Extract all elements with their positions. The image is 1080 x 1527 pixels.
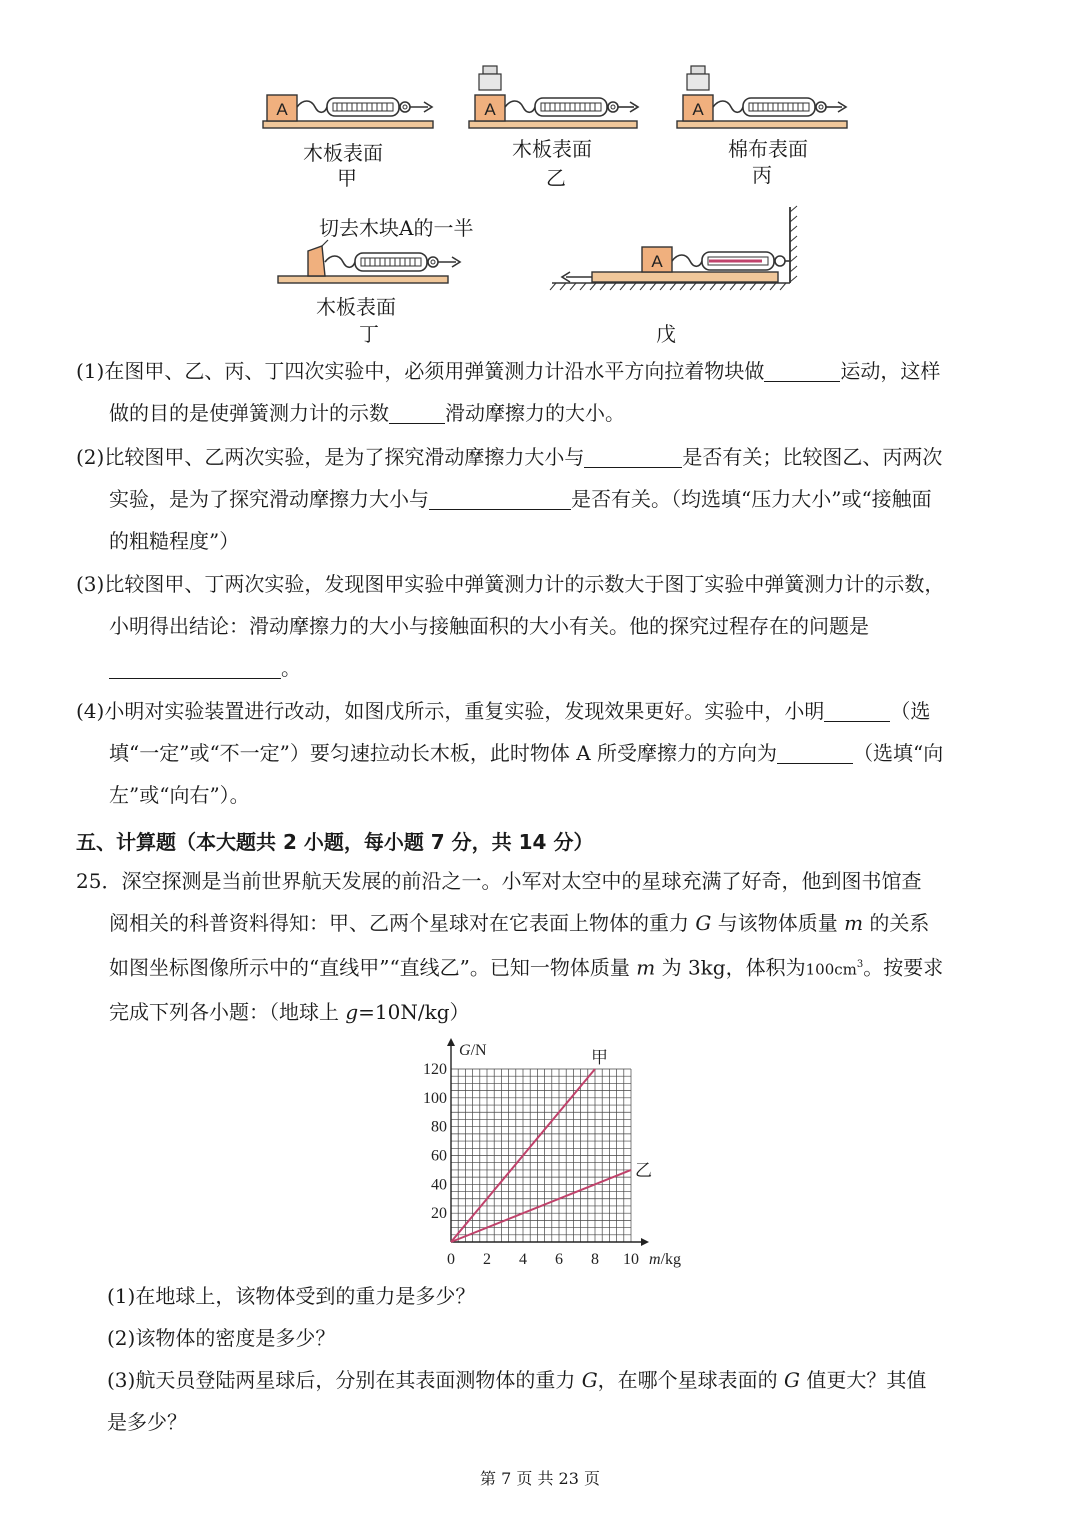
q24-part3: (3)比较图甲、丁两次实验，发现图甲实验中弹簧测力计的示数大于图丁实验中弹簧测力计的示数， 小明得出结论：滑动摩擦力的大小与接触面积的大小有关。他的探究过程存在的问题是 。 bbox=[76, 572, 945, 680]
y-tick-label: 100 bbox=[423, 1089, 447, 1107]
y-axis-arrow bbox=[447, 1038, 455, 1046]
q24-part2: (2)比较图甲、乙两次实验，是为了探究滑动摩擦力大小与 是否有关；比较图乙、丙两次 实验，是为了探究滑动摩擦力大小与 是否有关。（均选填“压力大小”或“接触面 的粗糙程度”） bbox=[76, 445, 943, 553]
y-tick-label: 20 bbox=[431, 1205, 447, 1223]
q25-sub2: (2)该物体的密度是多少？ bbox=[107, 1326, 336, 1350]
bing-label: 丙 bbox=[752, 163, 772, 187]
svg-text:A: A bbox=[276, 100, 288, 119]
y-tick-label: 80 bbox=[431, 1118, 447, 1136]
x-tick-label: 8 bbox=[591, 1251, 599, 1268]
ding-surface-label: 木板表面 bbox=[316, 295, 396, 319]
figure-ding bbox=[278, 240, 460, 283]
yi-label: 乙 bbox=[546, 166, 566, 190]
svg-text:A: A bbox=[484, 100, 496, 119]
ding-label: 丁 bbox=[359, 322, 379, 346]
answer-blank[interactable] bbox=[777, 741, 853, 764]
svg-text:A: A bbox=[651, 252, 663, 271]
y-tick-label: 120 bbox=[423, 1061, 447, 1078]
y-tick-label: 40 bbox=[431, 1176, 447, 1194]
y-tick-label: 60 bbox=[431, 1147, 447, 1165]
yi-surface-label: 木板表面 bbox=[512, 137, 592, 161]
answer-blank[interactable] bbox=[584, 445, 682, 468]
x-tick-label: 0 bbox=[447, 1251, 455, 1268]
q25-sub3: (3)航天员登陆两星球后，分别在其表面测物体的重力 G，在哪个星球表面的 G 值更大？其值 是多少？ bbox=[107, 1368, 927, 1434]
answer-blank[interactable] bbox=[429, 487, 571, 510]
ding-note-label: 切去木块A的一半 bbox=[319, 216, 474, 240]
figure-jia bbox=[263, 95, 433, 128]
y-axis-label: G/N bbox=[459, 1042, 487, 1059]
section-heading: 五、计算题（本大题共 2 小题，每小题 7 分，共 14 分） bbox=[76, 830, 594, 854]
x-tick-label: 6 bbox=[555, 1251, 563, 1268]
x-axis-arrow bbox=[641, 1238, 649, 1246]
g-m-chart bbox=[400, 1030, 700, 1275]
answer-blank[interactable] bbox=[824, 699, 890, 722]
figure-bing bbox=[677, 66, 847, 128]
bing-surface-label: 棉布表面 bbox=[728, 137, 808, 161]
x-axis-label: m/kg bbox=[649, 1251, 682, 1268]
jia-surface-label: 木板表面 bbox=[303, 141, 383, 165]
q24-part1: (1)在图甲、乙、丙、丁四次实验中，必须用弹簧测力计沿水平方向拉着物块做 运动，这样 做的目的是使弹簧测力计的示数 滑动摩擦力的大小。 bbox=[76, 359, 941, 425]
answer-blank[interactable] bbox=[109, 656, 281, 679]
figure-yi bbox=[469, 66, 638, 128]
svg-text:A: A bbox=[692, 100, 704, 119]
x-tick-label: 10 bbox=[623, 1251, 639, 1268]
q25-stem: 25．深空探测是当前世界航天发展的前沿之一。小军对太空中的星球充满了好奇，他到图书馆查 阅相关的科普资料得知：甲、乙两个星球对在它表面上物体的重力 G 与该物体质量 m 的关系 如图坐标图像所示中的“直线甲”“直线乙”。已知一物体质量 m 为 3kg，体积为$100cm^3$。按要求 完成下列各小题：（地球上 g=10N/kg） bbox=[76, 869, 944, 1024]
series-label: 乙 bbox=[635, 1160, 652, 1181]
q25-sub1: (1)在地球上，该物体受到的重力是多少？ bbox=[107, 1284, 476, 1308]
q24-part4: (4)小明对实验装置进行改动，如图戊所示，重复实验，发现效果更好。实验中，小明 （选 填“一定”或“不一定”）要匀速拉动长木板，此时物体 A 所受摩擦力的方向为 （选填“向 左”或“向右”）。 bbox=[76, 699, 944, 807]
wu-label: 戊 bbox=[656, 322, 676, 346]
answer-blank[interactable] bbox=[389, 401, 445, 424]
series-label: 甲 bbox=[591, 1048, 608, 1068]
x-tick-label: 2 bbox=[483, 1251, 491, 1268]
experiment-figures bbox=[0, 0, 1080, 350]
figure-wu bbox=[550, 206, 797, 290]
x-tick-label: 4 bbox=[519, 1251, 527, 1268]
page-footer: 第 7 页 共 23 页 bbox=[480, 1469, 600, 1488]
jia-label: 甲 bbox=[337, 166, 357, 190]
answer-blank[interactable] bbox=[764, 359, 840, 382]
